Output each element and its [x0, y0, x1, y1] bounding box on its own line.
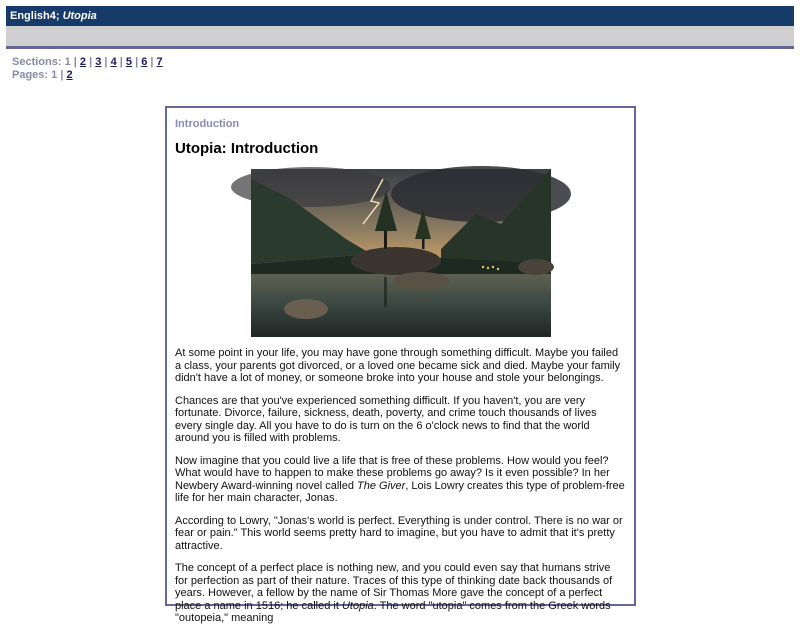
page-link-2[interactable]: 2 — [66, 69, 73, 81]
section-current: 1 — [64, 56, 71, 68]
pages-label: Pages: — [12, 69, 49, 81]
section-link-4[interactable]: 4 — [110, 56, 117, 68]
article-panel — [165, 106, 636, 624]
section-link-3[interactable]: 3 — [95, 56, 102, 68]
section-link-7[interactable]: 7 — [156, 56, 163, 68]
paragraph-1: At some point in your life, you may have gone through something difficult. Maybe you failed a class, your parents got divorced, or a loved one became sick and died. Maybe your family didn't have a lot of money, or someone broke into your house and stole your belongings. — [175, 347, 621, 384]
paragraph-2: Chances are that you've experienced something difficult. If you haven't, you are very fortunate. Divorce, failure, sickness, death, poverty, and crime touch thousands of lives every single day. All you have to do is turn on the 6 o'clock news to find that the world around you is filled with problems. — [175, 394, 597, 444]
course-label: English4; — [10, 10, 63, 22]
landscape-photo-icon — [251, 169, 551, 337]
section-link-5[interactable]: 5 — [125, 56, 133, 68]
paragraph-4: According to Lowry, "Jonas's world is perfect. Everything is under control. There is no war or fear or pain." This world seems pretty hard to imagine, but you have to admit that it's pretty attractive. — [175, 514, 623, 552]
header-rule — [6, 46, 794, 49]
page-navigation — [12, 56, 163, 82]
sections-label: Sections: — [12, 56, 62, 68]
site-title-bar — [6, 6, 794, 26]
section-link-2[interactable]: 2 — [79, 56, 87, 68]
page-title: Utopia: Introduction — [175, 140, 319, 157]
page-current: 1 — [51, 69, 58, 81]
pages-nav: Pages: 1 | 2 — [12, 69, 73, 81]
paragraph-5: The concept of a perfect place is nothing new, and you could even say that humans strive for perfection as part of their nature. Traces of this type of thinking date back thousands of years. However, a fellow by the name of Sir Thomas More gave the concept of a perfect place a name in 1516; he called it Utopia. The word "utopia" comes from the Greek words "outopeia," meaning — [175, 562, 613, 624]
sections-nav: Sections: 1 | 2 | 3 | 4 | 5 | 6 | 7 — [12, 56, 163, 68]
book-title: The Giver — [357, 479, 406, 492]
header-band — [6, 26, 794, 46]
section-link-6[interactable]: 6 — [141, 56, 148, 68]
unit-title: Utopia — [62, 10, 97, 22]
section-crumb: Introduction — [175, 118, 240, 130]
paragraph-3: Now imagine that you could live a life that is free of these problems. How would you feel? What would have to happen to make these problems go away? Is it even possible? In her Newbery Award-winning novel called The Giver, Lois Lowry creates this type of problem-free life for her main character, Jonas. — [175, 454, 625, 504]
utopia-term: Utopia — [341, 599, 374, 612]
